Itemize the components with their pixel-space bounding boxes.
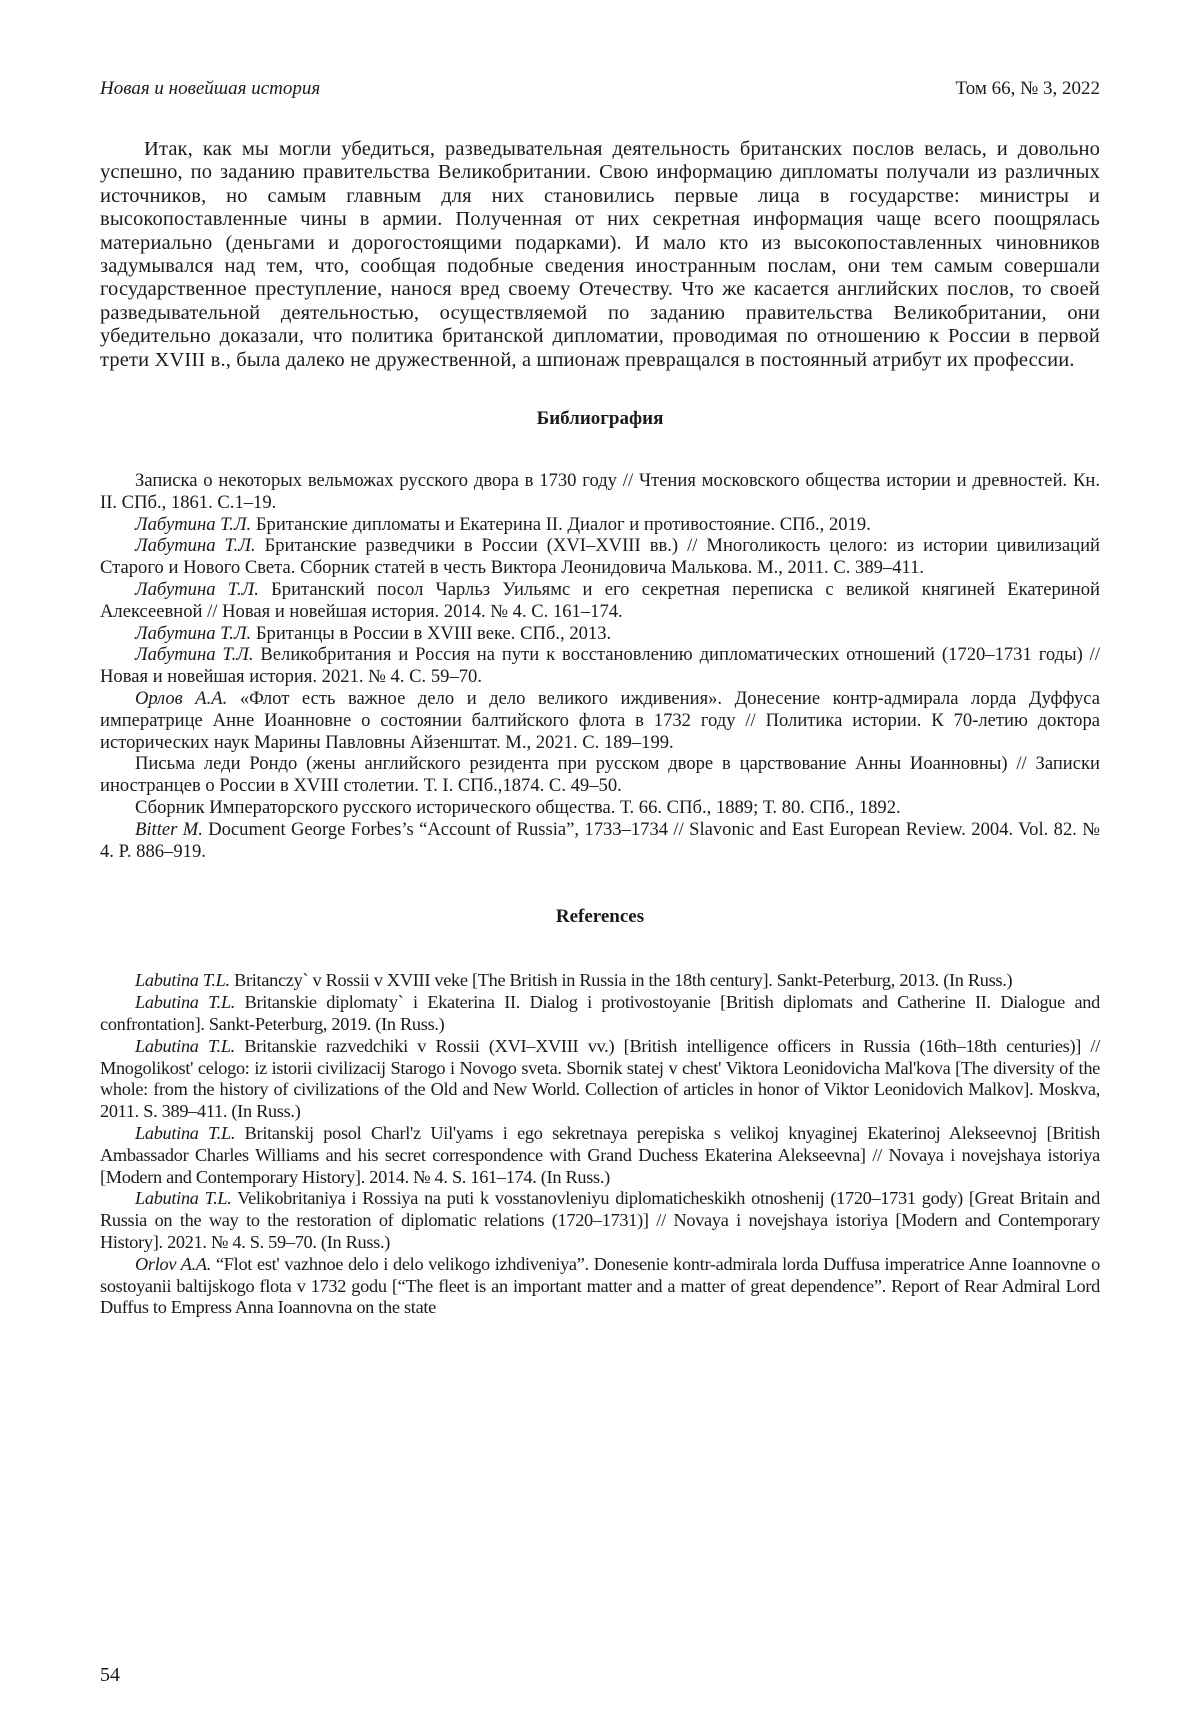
entry-author: Labutina T.L. bbox=[135, 992, 236, 1013]
bibliography-entry bbox=[100, 688, 1100, 753]
entry-text: Британские разведчики в России (XVI–XVIII вв.) // Многоликость целого: из истории цивилизаций Старого и Нового Света. Сборник статей в честь Виктора Леонидовича Малькова. М., 2011. С. 389–411. bbox=[100, 535, 1100, 579]
entry-text: Britanczy` v Rossii v XVIII veke [The British in Russia in the 18th century]. Sankt-Peterburg, 2013. (In Russ.) bbox=[229, 970, 1013, 991]
running-header bbox=[100, 78, 1100, 100]
entry-author: Labutina T.L. bbox=[135, 1122, 236, 1143]
bibliography-entry bbox=[100, 992, 1100, 1036]
bibliography-entry bbox=[100, 797, 1100, 819]
bibliography-entry bbox=[100, 623, 1100, 645]
entry-author: Орлов А.А. bbox=[135, 688, 228, 710]
page-body bbox=[100, 138, 1100, 1319]
bibliography-entry bbox=[100, 819, 1100, 863]
entry-author: Orlov A.A. bbox=[135, 1253, 212, 1274]
entry-text: Великобритания и Россия на пути к восстановлению дипломатических отношений (1720–1731 годы) // Новая и новейшая история. 2021. № 4. С. 59–70. bbox=[100, 644, 1100, 688]
entry-text: Письма леди Рондо (жены английского резидента при русском дворе в царствование Анны Иоанновны) // Записки иностранцев о России в XVIII столетии. Т. I. СПб.,1874. С. 49–50. bbox=[100, 753, 1100, 797]
bibliography-entry bbox=[100, 644, 1100, 688]
entry-text: Britanskie razvedchiki v Rossii (XVI–XVIII vv.) [British intelligence officers in Russia (16th–18th centuries)] // Mnogolikost' celogo: iz istorii civilizacij Starogo i Novogo sveta. Sbornik statej v chest' Viktora Leonidovicha Mal'kova [The diversity of the whole: from the history of civilizations of the Old and New World. Collection of articles in honor of Viktor Leonidovich Malkov]. Moskva, 2011. S. 389–411. (In Russ.) bbox=[100, 1035, 1100, 1122]
entry-author: Лабутина Т.Л. bbox=[135, 644, 254, 666]
bibliography-entry bbox=[100, 753, 1100, 797]
entry-text: Velikobritaniya i Rossiya na puti k vosstanovleniyu diplomaticheskikh otnoshenij (1720–1731 gody) [Great Britain and Russia on the way to the restoration of diplomatic relations (1720–1731)] // Novaya i novejshaya istoriya [Modern and Contemporary History]. 2021. № 4. S. 59–70. (In Russ.) bbox=[100, 1188, 1100, 1252]
entry-text: Британские дипломаты и Екатерина II. Диалог и противостояние. СПб., 2019. bbox=[251, 513, 871, 535]
entry-text: Britanskij posol Charl'z Uil'yams i ego sekretnaya perepiska s velikoj knyaginej Ekaterinoj Alekseevnoj [British Ambassador Charles Williams and his secret correspondence with Grand Duchess Ekaterina Alekseevna] // Novaya i novejshaya istoriya [Modern and Contemporary History]. 2014. № 4. S. 161–174. (In Russ.) bbox=[100, 1122, 1100, 1187]
bibliography-entry bbox=[100, 535, 1100, 579]
entry-text: Сборник Императорского русского исторического общества. Т. 66. СПб., 1889; Т. 80. СПб., 1892. bbox=[135, 797, 901, 819]
entry-author: Лабутина Т.Л. bbox=[135, 535, 256, 557]
bibliography-entry bbox=[100, 1123, 1100, 1188]
bibliography-entry bbox=[100, 579, 1100, 623]
bibliography-entry bbox=[100, 1036, 1100, 1123]
entry-author: Labutina T.L. bbox=[135, 970, 230, 991]
journal-title: Новая и новейшая история bbox=[100, 78, 321, 99]
entry-author: Лабутина Т.Л. bbox=[135, 622, 252, 644]
references-heading: References bbox=[555, 906, 645, 928]
entry-author: Лабутина Т.Л. bbox=[135, 513, 252, 535]
entry-author: Labutina T.L. bbox=[135, 1035, 235, 1056]
bibliography-list bbox=[100, 470, 1100, 862]
entry-text: Британский посол Чарльз Уильямс и его секретная переписка с великой княгиней Екатериной Алексеевной // Новая и новейшая история. 2014. № 4. С. 161–174. bbox=[100, 579, 1100, 622]
page-number: 54 bbox=[100, 1664, 120, 1686]
entry-text: «Флот есть важное дело и дело великого иждивения». Донесение контр-адмирала лорда Дуффуса императрице Анне Иоанновне о состоянии балтийского флота в 1732 году // Политика истории. К 70-летию доктора исторических наук Марины Павловны Айзенштат. М., 2021. С. 189–199. bbox=[100, 688, 1100, 753]
bibliography-entry bbox=[100, 1254, 1100, 1319]
entry-author: Labutina T.L. bbox=[135, 1188, 232, 1209]
entry-text: Document George Forbes’s “Account of Russia”, 1733–1734 // Slavonic and East European Review. 2004. Vol. 82. № 4. P. 886–919. bbox=[100, 818, 1100, 862]
entry-author: Лабутина Т.Л. bbox=[135, 579, 259, 601]
bibliography-entry bbox=[100, 470, 1100, 514]
entry-text: “Flot est' vazhnoe delo i delo velikogo izhdiveniya”. Donesenie kontr-admirala lorda Duffusa imperatrice Anne Ioannovne o sostoyanii baltijskogo flota v 1732 godu [“The fleet is an important matter and a matter of great dependence”. Report of Rear Admiral Lord Duffus to Empress Anna Ioannovna on the state bbox=[100, 1253, 1100, 1318]
entry-text: Британцы в России в XVIII веке. СПб., 2013. bbox=[251, 622, 612, 644]
entry-text: Britanskie diplomaty` i Ekaterina II. Dialog i protivostoyanie [British diplomats and Catherine II. Dialogue and confrontation]. Sankt-Peterburg, 2019. (In Russ.) bbox=[100, 992, 1100, 1034]
references-list bbox=[100, 970, 1100, 1319]
bibliography-entry bbox=[100, 970, 1100, 992]
entry-author: Bitter M. bbox=[135, 818, 203, 840]
issue-info: Том 66, № 3, 2022 bbox=[955, 78, 1100, 99]
bibliography-heading: Библиография bbox=[536, 408, 664, 430]
conclusion-paragraph: Итак, как мы могли убедиться, разведывательная деятельность британских послов велась, и довольно успешно, по заданию правительства Великобритании. Свою информацию дипломаты получали из различных источников, но самым главным для них становились первые лица в государстве: министры и высокопоставленные чины в армии. Полученная от них секретная информация чаще всего поощрялась материально (деньгами и дорогостоящими подарками). И мало кто из высокопоставленных чиновников задумывался над тем, что, сообщая подобные сведения иностранным послам, они тем самым совершали государственное преступление, нанося вред своему Отечеству. Что же касается английских послов, то своей разведывательной деятельностью, осуществляемой по заданию правительства Великобритании, они убедительно доказали, что политика британской дипломатии, проводимая по отношению к России в первой трети XVIII в., была далеко не дружественной, а шпионаж превращался в постоянный атрибут их профессии. bbox=[100, 138, 1100, 371]
entry-text: Записка о некоторых вельможах русского двора в 1730 году // Чтения московского общества истории и древностей. Кн. II. СПб., 1861. С.1–19. bbox=[100, 470, 1100, 513]
bibliography-entry bbox=[100, 514, 1100, 536]
bibliography-entry bbox=[100, 1188, 1100, 1253]
